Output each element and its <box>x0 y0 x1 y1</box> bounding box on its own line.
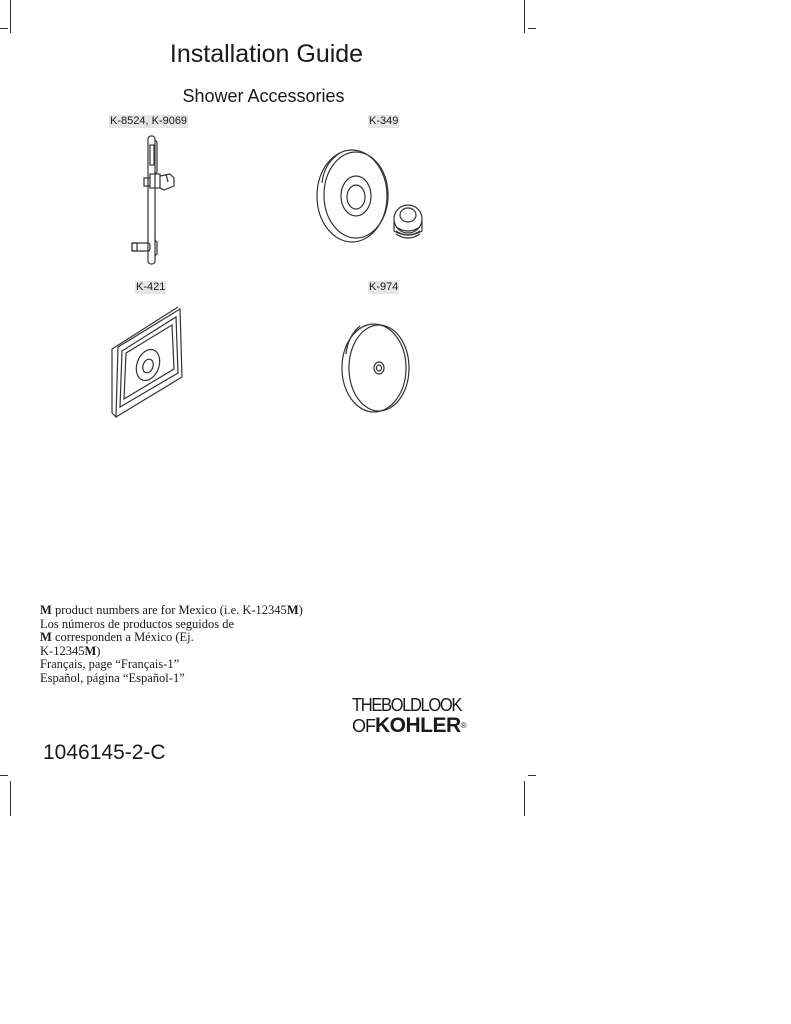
page-subtitle: Shower Accessories <box>182 86 345 106</box>
note-line: K-12345M) <box>40 643 101 658</box>
crop-mark <box>0 775 8 776</box>
product-label-k349: K-349 <box>369 115 399 127</box>
round-escutcheon-icon <box>336 318 416 418</box>
crop-mark <box>10 781 11 816</box>
crop-mark <box>528 28 536 29</box>
crop-mark <box>524 781 525 816</box>
note-line-french: Français, page “Français-1” <box>40 657 180 671</box>
notes-block <box>40 604 303 685</box>
crop-mark <box>524 0 525 33</box>
product-label-k974: K-974 <box>369 281 399 293</box>
crop-mark <box>10 0 11 33</box>
crop-mark <box>528 775 536 776</box>
note-line: M corresponden a México (Ej. <box>40 630 194 644</box>
page-title: Installation Guide <box>169 40 364 68</box>
kohler-logo <box>352 695 492 745</box>
square-escutcheon-icon <box>108 305 188 420</box>
slide-bar-icon <box>120 130 190 270</box>
document-number: 1046145-2-C <box>43 741 166 764</box>
crop-mark <box>0 28 8 29</box>
note-line: M product numbers are for Mexico (i.e. K-12345M) <box>40 603 303 617</box>
flange-and-adapter-icon <box>310 143 440 253</box>
product-label-k421: K-421 <box>136 281 166 293</box>
note-line: Los números de productos seguidos de <box>40 616 235 631</box>
logo-line-2: OFKOHLER® <box>352 714 467 737</box>
note-line-spanish: Español, página “Español-1” <box>40 670 185 685</box>
logo-line-1: THEBOLDLOOK <box>352 695 462 715</box>
product-label-k8524: K-8524, K-9069 <box>110 115 188 127</box>
